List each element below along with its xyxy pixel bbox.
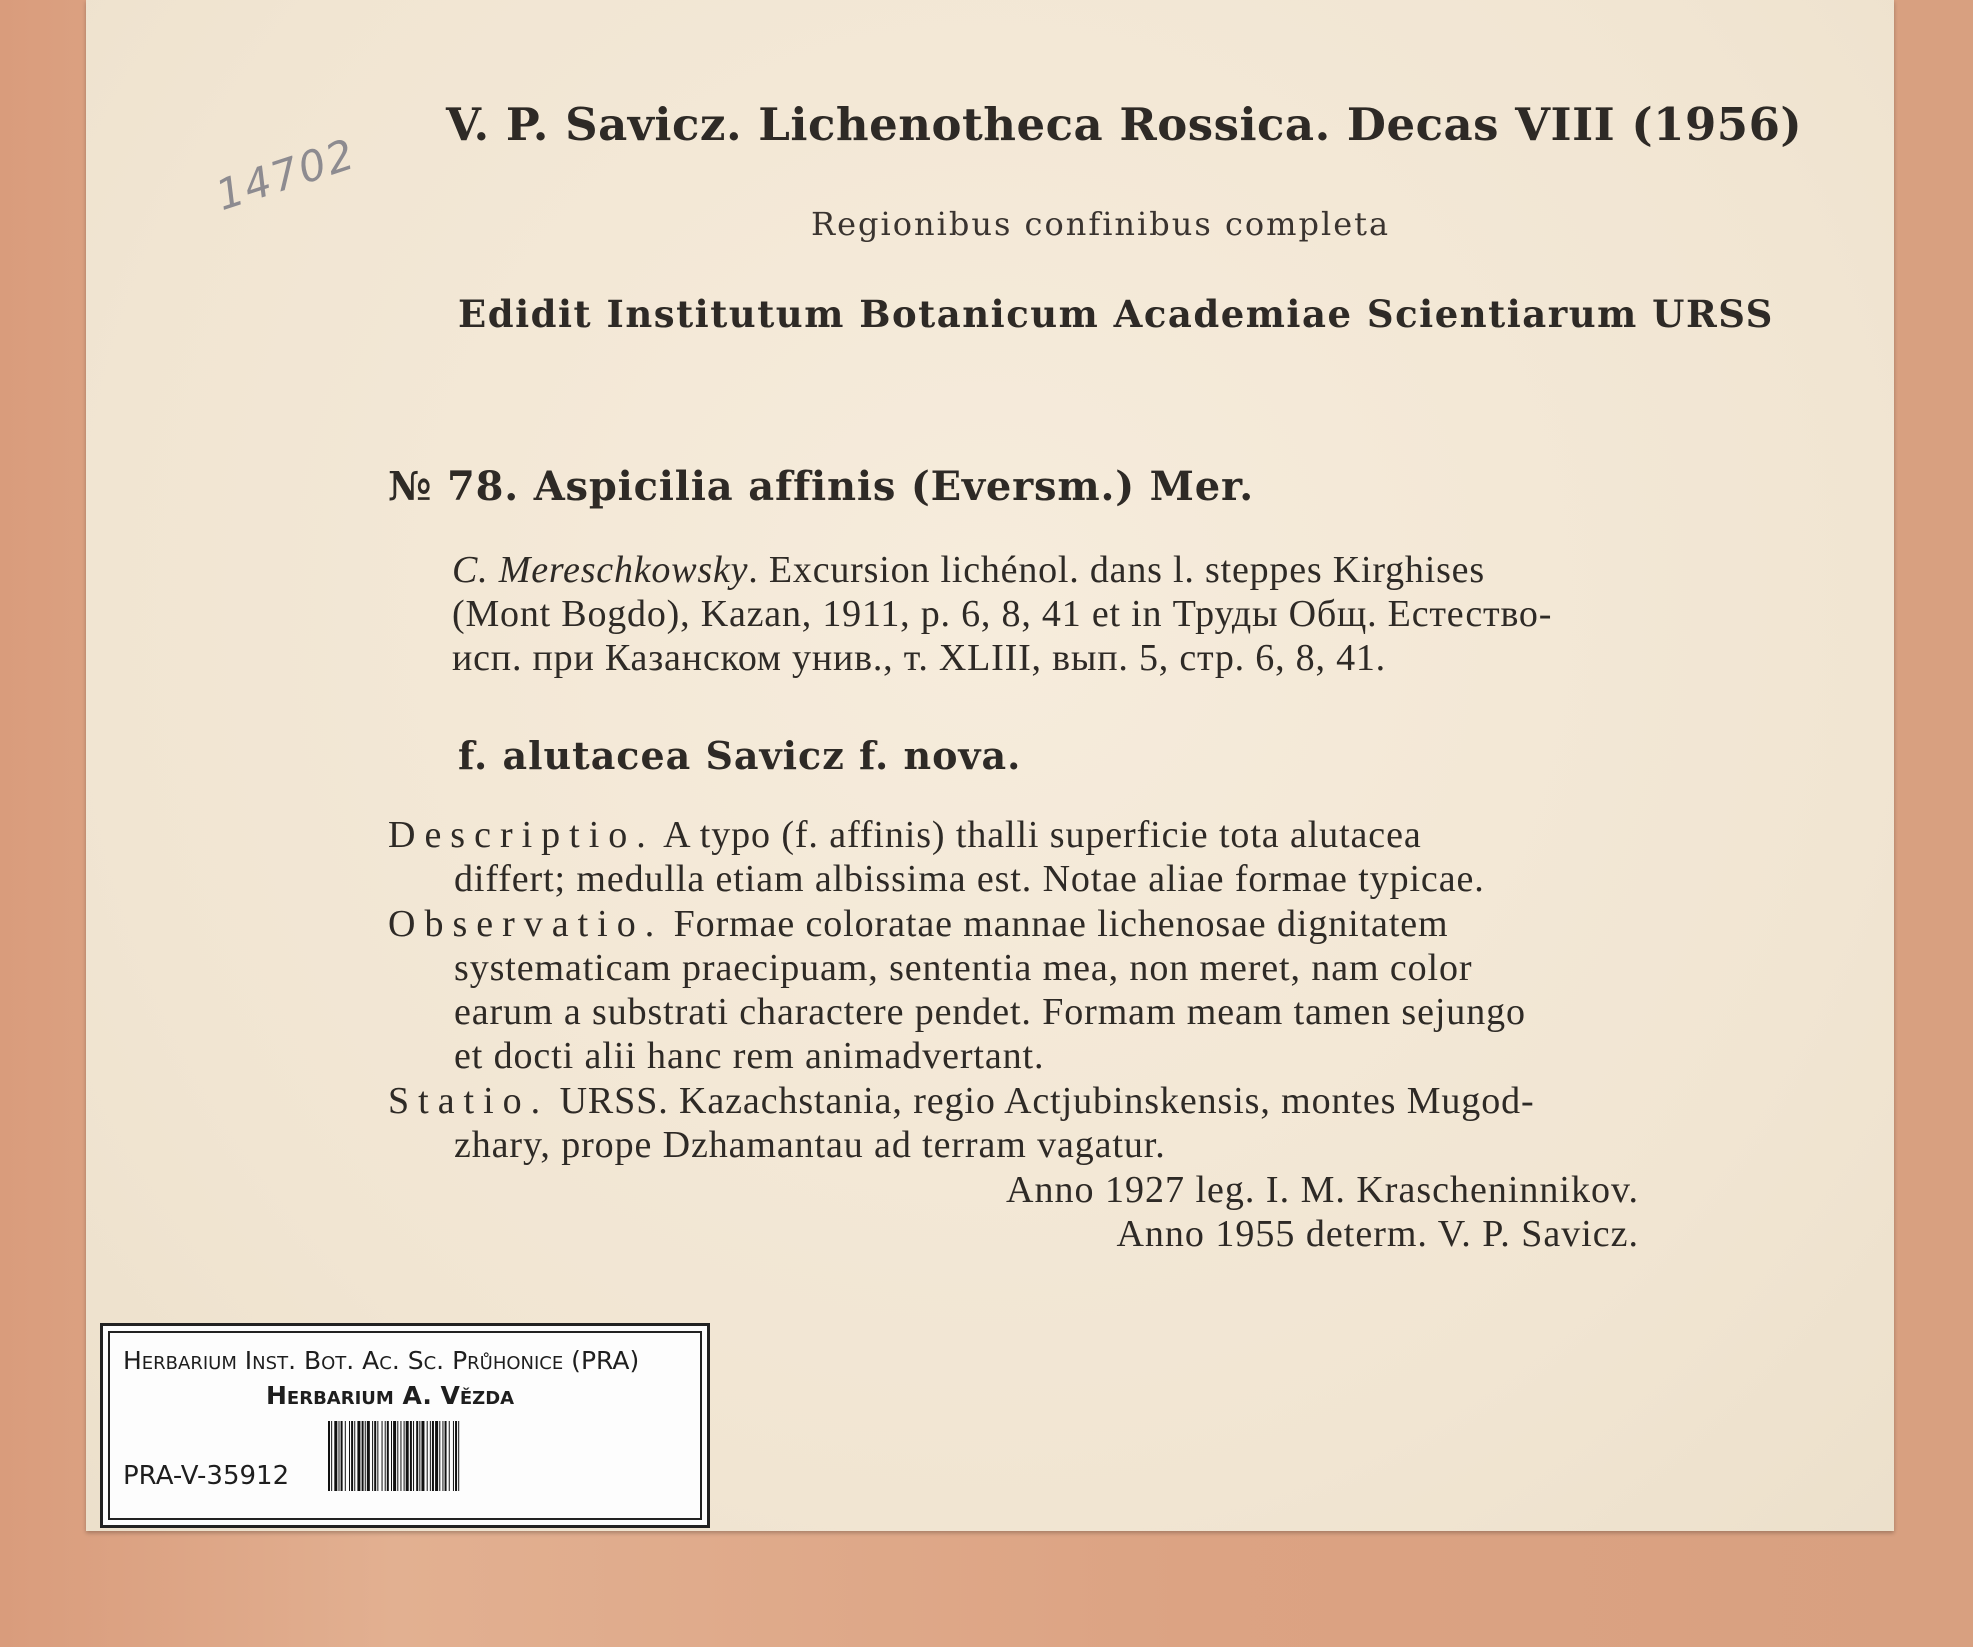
barcode-bar <box>391 1421 392 1491</box>
barcode-bar <box>413 1421 414 1491</box>
observatio-line-1 <box>388 902 1449 946</box>
barcode-bar <box>435 1421 438 1491</box>
subtitle: Regionibus confinibus completa <box>811 205 1391 243</box>
observatio-line-2: systematicam praecipuam, sententia mea, non meret, nam color <box>454 947 1473 989</box>
barcode-bar <box>339 1421 340 1491</box>
barcode-bar <box>377 1421 378 1491</box>
barcode-bar <box>421 1421 424 1491</box>
barcode-bar <box>397 1421 398 1491</box>
barcode-bar <box>334 1421 337 1491</box>
barcode-bar <box>382 1421 383 1491</box>
forma-heading: f. alutacea Savicz f. nova. <box>458 733 1022 778</box>
barcode-bar <box>400 1421 401 1491</box>
barcode-bar <box>458 1421 459 1491</box>
barcode-bar <box>404 1421 405 1491</box>
barcode-bar <box>362 1421 364 1491</box>
barcode-bar <box>393 1421 396 1491</box>
barcode-bar <box>449 1421 450 1491</box>
barcode-bar <box>387 1421 389 1491</box>
determiner-line: Anno 1955 determ. V. P. Savicz. <box>1116 1213 1639 1255</box>
herbarium-collection: Herbarium A. Vězda <box>266 1381 515 1410</box>
observatio-line-4: et docti alii hanc rem animadvertant. <box>454 1035 1045 1077</box>
barcode-bar <box>341 1421 343 1491</box>
barcode-bar <box>331 1421 332 1491</box>
observatio-label: Observatio. <box>388 903 664 945</box>
statio-line-2: zhary, prope Dzhamantau ad terram vagatur. <box>454 1124 1166 1166</box>
handwritten-number: 14702 <box>209 129 362 220</box>
barcode-bar <box>354 1421 355 1491</box>
barcode-bar <box>345 1421 346 1491</box>
herbarium-label <box>100 1323 710 1528</box>
barcode-bar <box>374 1421 376 1491</box>
barcode-bar <box>406 1421 409 1491</box>
descriptio-line-1 <box>388 813 1422 857</box>
barcode-bar <box>439 1421 440 1491</box>
observatio-line-3: earum a substrati charactere pendet. Formam meam tamen sejungo <box>454 991 1526 1033</box>
statio-text: URSS. Kazachstania, regio Actjubinskensis, montes Mugod- <box>559 1080 1535 1122</box>
descriptio-text: A typo (f. affinis) thalli superficie tota alutacea <box>663 814 1422 856</box>
barcode-bar <box>442 1421 443 1491</box>
barcode-bar <box>349 1421 350 1491</box>
barcode-bar <box>372 1421 373 1491</box>
descriptio-line-2: differt; medulla etiam albissima est. Notae aliae formae typicae. <box>454 858 1485 900</box>
barcode-bar <box>357 1421 360 1491</box>
observatio-text: Formae coloratae mannae lichenosae dignitatem <box>673 903 1449 945</box>
reference-line-3: исп. при Казанском унив., т. XLIII, вып. 5, стр. 6, 8, 41. <box>452 637 1386 679</box>
collector-line: Anno 1927 leg. I. M. Krascheninnikov. <box>1006 1169 1639 1211</box>
barcode-bar <box>455 1421 457 1491</box>
barcode-bar <box>432 1421 434 1491</box>
descriptio-label: Descriptio. <box>388 814 655 856</box>
species-heading: № 78. Aspicilia affinis (Eversm.) Mer. <box>388 463 1254 510</box>
barcode-image <box>328 1421 678 1491</box>
barcode-bar <box>453 1421 454 1491</box>
statio-line-1 <box>388 1079 1535 1123</box>
barcode-bar <box>410 1421 412 1491</box>
barcode-bar <box>328 1421 330 1491</box>
barcode-bar <box>416 1421 418 1491</box>
statio-label: Statio. <box>388 1080 550 1122</box>
reference-author: C. Mereschkowsky <box>452 549 749 591</box>
barcode-bar <box>427 1421 428 1491</box>
reference-text: . Excursion lichénol. dans l. steppes Kirghises <box>748 549 1485 591</box>
barcode-bar <box>419 1421 420 1491</box>
reference-line-2: (Mont Bogdo), Kazan, 1911, p. 6, 8, 41 et in Труды Общ. Естество- <box>452 593 1553 635</box>
barcode-bar <box>367 1421 370 1491</box>
barcode-bar <box>351 1421 353 1491</box>
herbarium-institution: Herbarium Inst. Bot. Ac. Sc. Průhonice (PRA) <box>123 1346 640 1375</box>
barcode-bar <box>445 1421 447 1491</box>
specimen-id: PRA-V-35912 <box>123 1461 290 1491</box>
reference-line-1 <box>452 548 1485 592</box>
barcode-bar <box>385 1421 386 1491</box>
publisher: Edidit Institutum Botanicum Academiae Scientiarum URSS <box>458 292 1774 336</box>
title: V. P. Savicz. Lichenotheca Rossica. Decas VIII (1956) <box>446 98 1803 151</box>
barcode-bar <box>365 1421 366 1491</box>
specimen-sheet <box>86 0 1894 1531</box>
barcode-bar <box>430 1421 431 1491</box>
